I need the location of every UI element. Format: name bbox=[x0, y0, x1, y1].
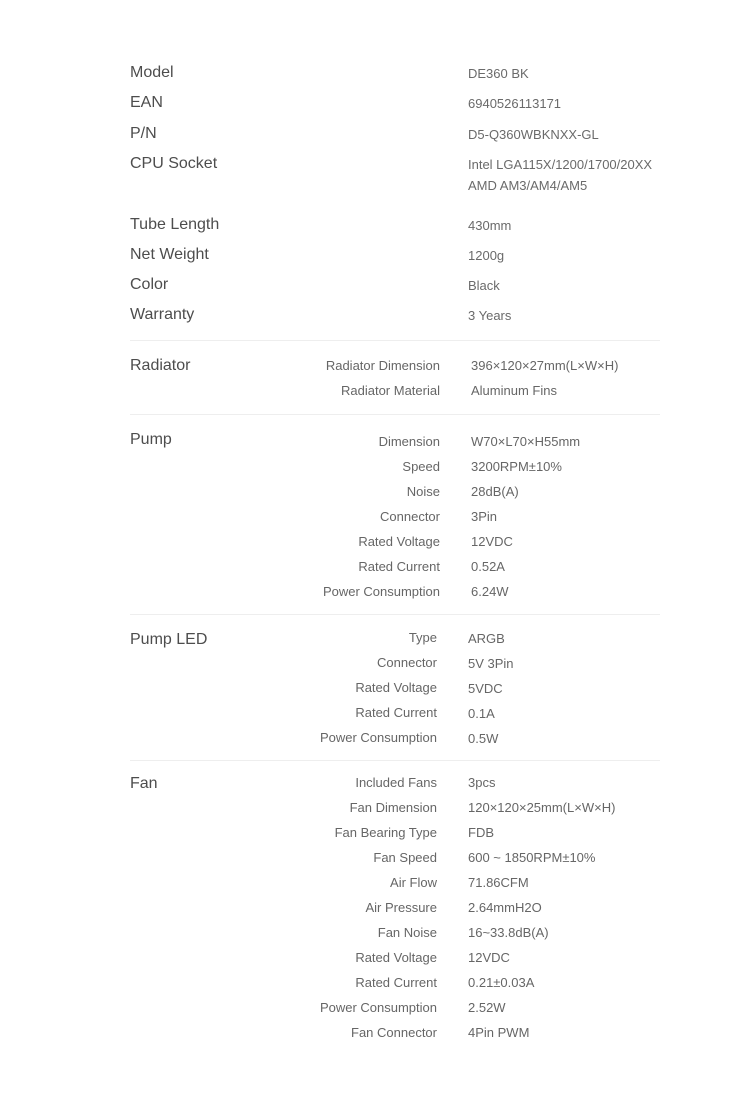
spec-value: 3Pin bbox=[471, 509, 498, 524]
spec-value: 6.24W bbox=[471, 584, 509, 599]
warranty-label: Warranty bbox=[130, 306, 195, 323]
spec-key: Air Flow bbox=[390, 875, 437, 890]
warranty-value: 3 Years bbox=[468, 308, 512, 323]
model-label: Model bbox=[130, 64, 174, 81]
spec-value: Aluminum Fins bbox=[471, 383, 557, 398]
spec-value: 28dB(A) bbox=[471, 484, 519, 499]
cpu-socket-label: CPU Socket bbox=[130, 155, 218, 172]
spec-key: Rated Current bbox=[355, 975, 437, 990]
spec-key: Connector bbox=[380, 509, 440, 524]
tube-length-label: Tube Length bbox=[130, 216, 220, 233]
spec-key: Included Fans bbox=[355, 775, 437, 790]
spec-value: FDB bbox=[468, 825, 494, 840]
spec-key: Power Consumption bbox=[319, 730, 437, 745]
spec-key: Power Consumption bbox=[322, 584, 440, 599]
divider bbox=[130, 414, 660, 415]
spec-value: 12VDC bbox=[471, 534, 513, 549]
spec-value: 396×120×27mm(L×W×H) bbox=[471, 358, 619, 373]
spec-key: Radiator Material bbox=[341, 383, 440, 398]
spec-value: W70×L70×H55mm bbox=[471, 434, 581, 449]
spec-key: Fan Speed bbox=[373, 850, 437, 865]
section-title: Pump bbox=[130, 431, 172, 448]
tube-length-value: 430mm bbox=[468, 218, 512, 233]
spec-value: 120×120×25mm(L×W×H) bbox=[468, 800, 616, 815]
spec-key: Fan Noise bbox=[377, 925, 437, 940]
spec-key: Fan Dimension bbox=[349, 800, 437, 815]
spec-key: Rated Current bbox=[358, 559, 440, 574]
spec-value: 2.64mmH2O bbox=[468, 900, 542, 915]
ean-label: EAN bbox=[130, 94, 163, 111]
divider bbox=[130, 340, 660, 341]
spec-key: Rated Current bbox=[355, 705, 437, 720]
spec-value: 0.52A bbox=[471, 559, 505, 574]
cpu-socket-value-amd: AMD AM3/AM4/AM5 bbox=[468, 178, 588, 193]
spec-value: 71.86CFM bbox=[468, 875, 529, 890]
spec-key: Rated Voltage bbox=[355, 950, 437, 965]
section-title: Radiator bbox=[130, 357, 191, 374]
spec-key: Type bbox=[408, 630, 437, 645]
cpu-socket-value-intel: Intel LGA115X/1200/1700/20XX bbox=[468, 157, 653, 172]
spec-value: ARGB bbox=[468, 631, 505, 646]
net-weight-value: 1200g bbox=[468, 248, 505, 263]
color-value: Black bbox=[468, 278, 500, 293]
section-title: Pump LED bbox=[130, 631, 208, 648]
spec-value: 4Pin PWM bbox=[468, 1025, 530, 1040]
spec-value: 5VDC bbox=[468, 681, 503, 696]
spec-key: Fan Connector bbox=[351, 1025, 437, 1040]
spec-key: Speed bbox=[402, 459, 440, 474]
spec-key: Fan Bearing Type bbox=[334, 825, 437, 840]
spec-key: Air Pressure bbox=[365, 900, 437, 915]
spec-value: 3pcs bbox=[468, 775, 496, 790]
spec-value: 0.5W bbox=[468, 731, 499, 746]
model-value: DE360 BK bbox=[468, 66, 529, 81]
spec-key: Radiator Dimension bbox=[325, 358, 440, 373]
net-weight-label: Net Weight bbox=[130, 246, 209, 263]
spec-value: 16~33.8dB(A) bbox=[468, 925, 549, 940]
spec-key: Rated Voltage bbox=[355, 680, 437, 695]
spec-value: 0.21±0.03A bbox=[468, 975, 535, 990]
spec-value: 3200RPM±10% bbox=[471, 459, 562, 474]
spec-value: 0.1A bbox=[468, 706, 495, 721]
pn-value: D5-Q360WBKNXX-GL bbox=[468, 127, 599, 142]
spec-value: 600 ~ 1850RPM±10% bbox=[468, 850, 596, 865]
ean-value: 6940526113171 bbox=[468, 96, 562, 111]
spec-value: 2.52W bbox=[468, 1000, 506, 1015]
spec-key: Dimension bbox=[378, 434, 440, 449]
spec-value: 5V 3Pin bbox=[468, 656, 514, 671]
spec-key: Rated Voltage bbox=[358, 534, 440, 549]
pn-label: P/N bbox=[130, 125, 157, 142]
spec-value: 12VDC bbox=[468, 950, 510, 965]
color-label: Color bbox=[130, 276, 169, 293]
divider bbox=[130, 614, 660, 615]
divider bbox=[130, 760, 660, 761]
spec-key: Connector bbox=[377, 655, 437, 670]
section-title: Fan bbox=[130, 775, 158, 792]
spec-key: Noise bbox=[406, 484, 440, 499]
spec-key: Power Consumption bbox=[319, 1000, 437, 1015]
